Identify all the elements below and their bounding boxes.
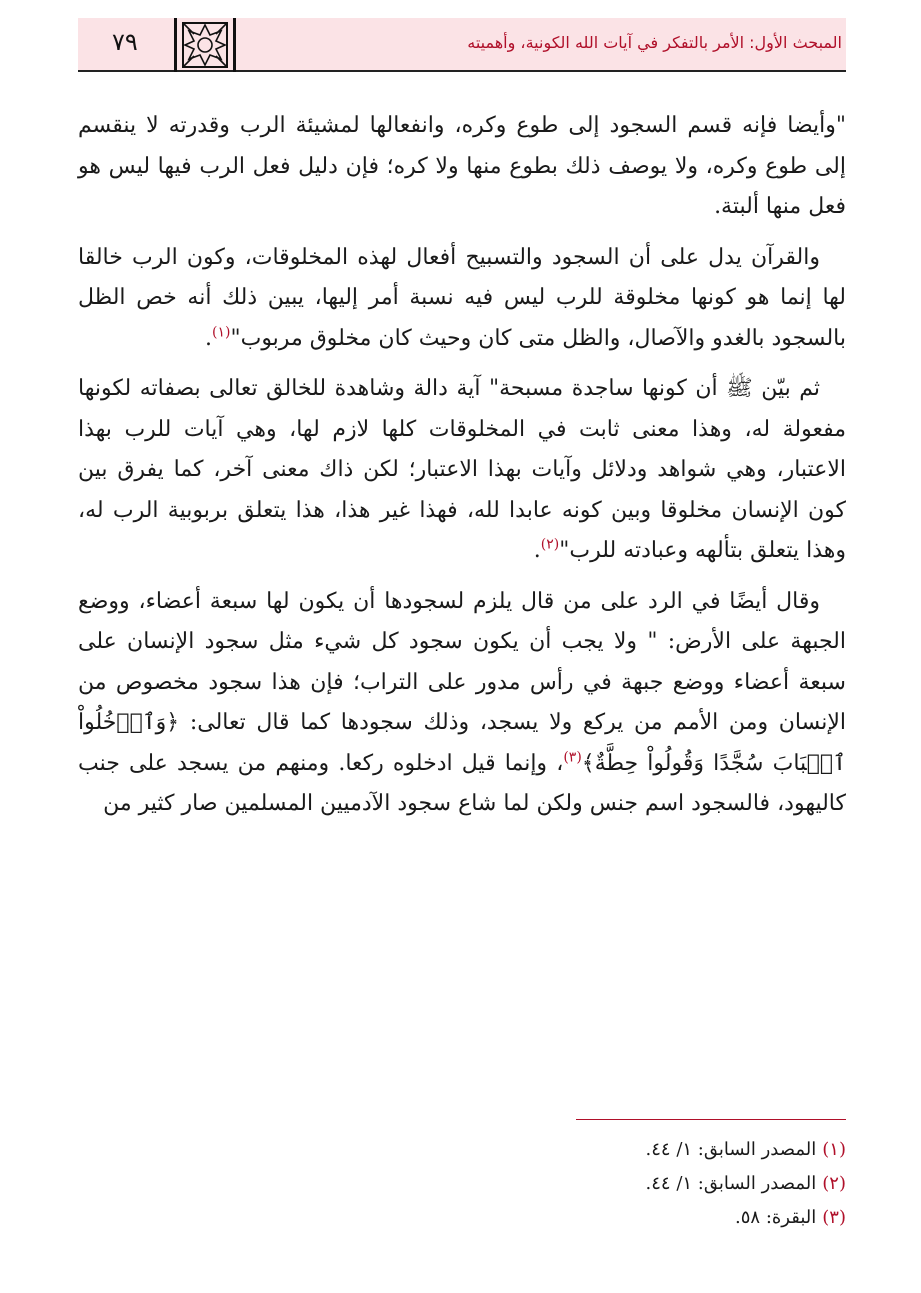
footnote	[346, 1133, 846, 1167]
footnotes	[346, 1133, 846, 1235]
ornament-star-icon	[181, 21, 229, 69]
footnote-text: المصدر السابق: ١/ ٤٤.	[645, 1139, 817, 1160]
footnote-reference[interactable]: (١)	[212, 324, 231, 341]
paragraph-text: والقرآن يدل على أن السجود والتسبيح أفعال لهذه المخلوقات، وكون الرب خالقا لها إنما هو كونها مخلوقة للرب ليس فيه نسبة أمر إليها، يبين ذلك أنه خص الظل بالسجود بالغدو والآصال، والظل متى كان وحيث كان مخلوق مربوب"	[78, 244, 846, 351]
footnote-number: (٢)	[822, 1173, 846, 1194]
footnote-reference[interactable]: (٣)	[563, 749, 582, 766]
main-text	[78, 106, 846, 835]
paragraph-text: "وأيضا فإنه قسم السجود إلى طوع وكره، وانفعالها لمشيئة الرب وقدرته لا ينقسم إلى طوع وكره، ولا يوصف ذلك بطوع منها ولا كره؛ فإن دليل فعل الرب فيها ليس هو فعل منها ألبتة.	[78, 113, 846, 219]
footnote-number: (١)	[822, 1139, 846, 1160]
footnote	[346, 1201, 846, 1235]
footnote	[346, 1167, 846, 1201]
geometric-ornament-icon	[174, 18, 236, 72]
paragraph-text: ثم بيّن ﷺ أن كونها ساجدة مسبحة" آية دالة وشاهدة للخالق تعالى بصفاته لكونها مفعولة له، وهذا معنى ثابت في المخلوقات كلها لازم لها، وهي آيات للرب بهذا الاعتبار، وهي شواهد ودلائل وآيات بهذا الاعتبار؛ لكن ذاك معنى آخر، كما يفرق بين كون الإنسان مخلوقا وبين كونه عابدا لله، فهذا غير هذا، هذا يتعلق بربوبية الرب له، وهذا يتعلق بتألهه وعبادته للرب"	[78, 376, 846, 563]
footnote-text: البقرة: ٥٨.	[735, 1207, 817, 1228]
paragraph	[78, 238, 846, 360]
page-header	[78, 18, 846, 72]
paragraph	[78, 582, 846, 825]
paragraph-text: .	[205, 325, 213, 351]
paragraph-text: ، وإنما قيل ادخلوه ركعا. ومنهم من يسجد على جنب كاليهود، فالسجود اسم جنس ولكن لما شاع سجود الآدميين المسلمين صار كثير من	[78, 750, 846, 816]
footnote-number: (٣)	[822, 1207, 846, 1228]
footnote-reference[interactable]: (٢)	[540, 536, 560, 553]
paragraph-text: وقال أيضًا في الرد على من قال يلزم لسجودها أن يكون لها سبعة أعضاء، ووضع الجبهة على الأرض: " ولا يجب أن يكون سجود كل شيء مثل سجود الإنسان على سبعة أعضاء ووضع جبهة في رأس مدور على التراب؛ فإن هذا سجود مخصوص من الإنسان ومن الأمم من يركع ولا يسجد، وذلك سجودها كما قال تعالى: ﴿وَٱدۡخُلُواْ ٱلۡبَابَ سُجَّدًا وَقُولُواْ حِطَّةٌ﴾	[78, 588, 846, 776]
page-number: ٧٩	[112, 28, 138, 56]
paragraph	[78, 369, 846, 572]
paragraph	[78, 106, 846, 228]
footnote-text: المصدر السابق: ١/ ٤٤.	[645, 1173, 817, 1194]
paragraph-text: .	[533, 538, 541, 563]
running-title: المبحث الأول: الأمر بالتفكر في آيات الله الكونية، وأهميته	[467, 33, 842, 52]
footnote-separator	[576, 1119, 846, 1120]
